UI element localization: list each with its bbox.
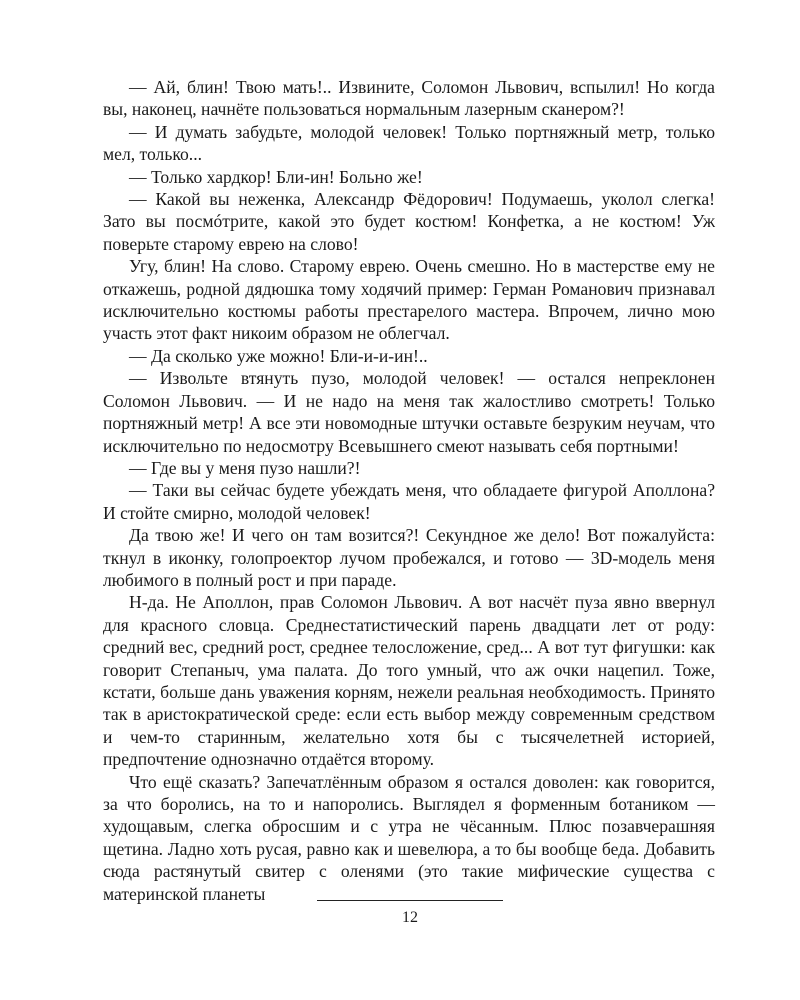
- paragraph: — Ай, блин! Твою мать!.. Извините, Соломон Львович, вспылил! Но когда вы, наконец, начнёте пользоваться нормальным лазерным сканером?!: [103, 77, 715, 120]
- paragraph: — Где вы у меня пузо нашли?!: [129, 457, 361, 478]
- paragraph: Да твою же! И чего он там возится?! Секундное же дело! Вот пожалуйста: ткнул в иконку, голопроектор лучом пробежался, и готово — 3D-модель меня любимого в полный рост и при параде.: [103, 525, 715, 590]
- paragraph: Угу, блин! На слово. Старому еврею. Очень смешно. Но в мастерстве ему не откажешь, родной дядюшка тому ходячий пример: Герман Романович признавал исключительно костюмы работы престарелого мастера. Впрочем, лично мою участь этот факт никоим образом не облегчал.: [103, 256, 715, 344]
- paragraph: Что ещё сказать? Запечатлённым образом я остался доволен: как говорится, за что боролись, на то и напоролись. Выглядел я форменным ботаником — худощавым, слегка обросшим и с утра не чёсанным. Плюс позавчерашняя щетина. Ладно хоть русая, равно как и шевелюра, а то бы вообще беда. Добавить сюда растянутый свитер с оленями (это такие мифические существа с материнской планеты: [103, 771, 715, 904]
- footer-divider: [317, 900, 503, 901]
- paragraph: — И думать забудьте, молодой человек! Только портняжный метр, только мел, только...: [103, 121, 715, 165]
- page-number: 12: [402, 909, 418, 926]
- paragraph: — Таки вы сейчас будете убеждать меня, что обладаете фигурой Аполлона? И стойте смирно, молодой человек!: [103, 480, 715, 523]
- paragraph: — Да сколько уже можно! Бли-и-и-ин!..: [129, 345, 428, 366]
- paragraph: — Только хардкор! Бли-ин! Больно же!: [129, 166, 423, 187]
- paragraph: Н-да. Не Аполлон, прав Соломон Львович. А вот насчёт пуза явно ввернул для красного словца. Среднестатистический парень двадцати лет от роду: средний вес, средний рост, среднее телосложение, сред... А вот тут фигушки: как говорит Степаныч, ума палата. До того умный, что аж очки нацепил. Тоже, кстати, больше дань уважения корням, нежели реальная необходимость. Принято так в аристократической среде: если есть выбор между современным средством и чем-то старинным, желательно хотя бы с тысячелетней историей, предпочтение однозначно отдаётся второму.: [103, 592, 715, 770]
- body-text: [103, 76, 715, 905]
- paragraph: — Какой вы неженка, Александр Фёдорович! Подумаешь, уколол слегка! Зато вы посмóтрите, какой это будет костюм! Конфетка, а не костюм! Уж поверьте старому еврею на слово!: [103, 189, 715, 254]
- paragraph: — Извольте втянуть пузо, молодой человек! — остался непреклонен Соломон Львович. — И не надо на меня так жалостливо смотреть! Только портняжный метр! А все эти новомодные штучки оставьте безруким неучам, что исключительно по недосмотру Всевышнего смеют называть себя портными!: [103, 368, 715, 456]
